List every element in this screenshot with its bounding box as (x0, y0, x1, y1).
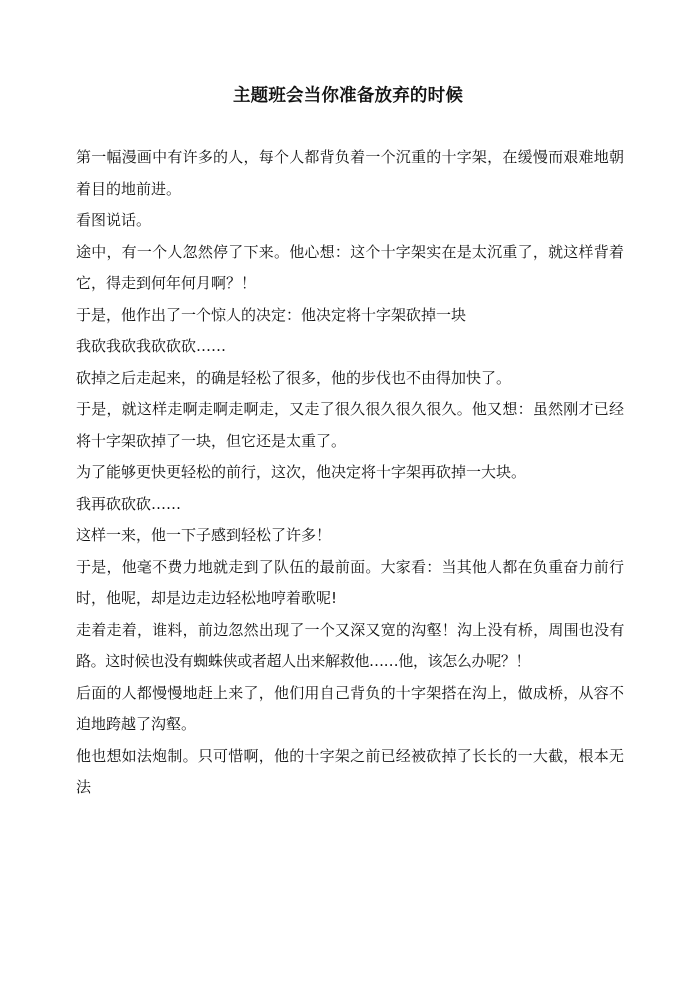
paragraph: 为了能够更快更轻松的前行，这次，他决定将十字架再砍掉一大块。 (76, 463, 527, 481)
paragraph: 后面的人都慢慢地赶上来了，他们用自己背负的十字架搭在沟上，做成桥，从容不迫地跨越了沟壑。 (76, 683, 624, 733)
paragraph: 砍掉之后走起来，的确是轻松了很多，他的步伐也不由得加快了。 (76, 368, 512, 387)
paragraph: 他也想如法炮制。只可惜啊，他的十字架之前已经被砍掉了长长的一大截，根本无法 (76, 746, 624, 796)
paragraph: 这样一来，他一下子感到轻松了许多！ (76, 526, 332, 544)
paragraph: 途中，有一个人忽然停了下来。他心想：这个十字架实在是太沉重了，就这样背着它，得走到何年何月啊？！ (76, 242, 624, 292)
paragraph: 于是，就这样走啊走啊走啊走，又走了很久很久很久很久。他又想：虽然刚才已经将十字架砍掉了一块，但它还是太重了。 (76, 400, 624, 450)
document-title: 主题班会当你准备放弃的时候 (232, 86, 464, 106)
paragraph: 于是，他毫不费力地就走到了队伍的最前面。大家看：当其他人都在负重奋力前行时，他呢，却是边走边轻松地哼着歌呢! (76, 557, 624, 607)
document-body (76, 142, 624, 804)
paragraph: 我再砍砍砍…… (76, 494, 182, 513)
paragraph: 看图说话。 (76, 211, 152, 229)
paragraph: 第一幅漫画中有许多的人，每个人都背负着一个沉重的十字架，在缓慢而艰难地朝着目的地前进。 (76, 148, 624, 198)
paragraph: 我砍我砍我砍砍砍…… (76, 337, 227, 355)
paragraph: 走着走着，谁料，前边忽然出现了一个又深又宽的沟壑！沟上没有桥，周围也没有路。这时候也没有蜘蛛侠或者超人出来解救他……他，该怎么办呢？！ (76, 620, 624, 670)
paragraph: 于是，他作出了一个惊人的决定：他决定将十字架砍掉一块 (76, 305, 467, 324)
